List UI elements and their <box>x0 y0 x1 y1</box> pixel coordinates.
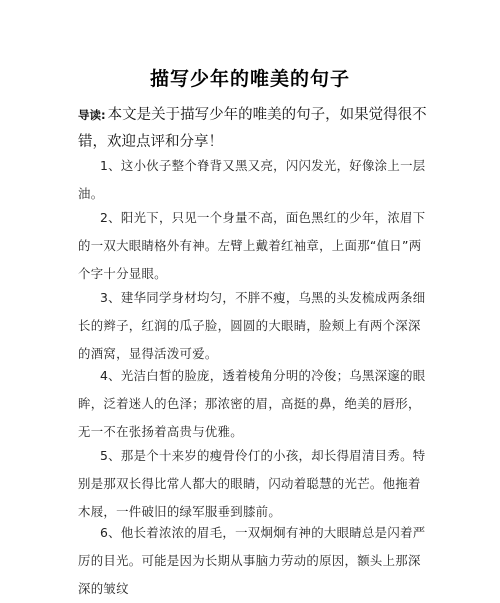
paragraph-text: 6、他长着浓浓的眉毛，一双炯炯有神的大眼睛总是闪着严厉的目光。可能是因为长期从事脑力劳动的原因，额头上那深深的皱纹 <box>78 525 426 596</box>
document-title: 描写少年的唯美的句子 <box>149 68 350 90</box>
paragraph-text: 4、光洁白皙的脸庞，透着棱角分明的冷俊；乌黑深邃的眼眸，泛着迷人的色泽；那浓密的眉，高挺的鼻，绝美的唇形，无一不在张扬着高贵与优雅。 <box>78 368 426 439</box>
paragraph-text: 5、那是个十来岁的瘦骨伶仃的小孩，却长得眉清目秀。特别是那双长得比常人都大的眼睛，闪动着聪慧的光芒。他拖着木屐，一件破旧的绿军服垂到膝前。 <box>78 448 426 519</box>
paragraph-6 <box>78 519 428 603</box>
intro-paragraph <box>78 102 438 156</box>
paragraph-5 <box>78 442 428 526</box>
paragraph-3 <box>78 284 428 368</box>
paragraph-1 <box>78 152 428 208</box>
paragraph-text: 1、这小伙子整个脊背又黑又亮，闪闪发光，好像涂上一层油。 <box>78 158 426 201</box>
paragraph-text: 3、建华同学身材均匀，不胖不瘦，乌黑的头发梳成两条细长的辫子，红润的瓜子脸，圆圆的大眼睛，脸颊上有两个深深的酒窝，显得活泼可爱。 <box>78 290 426 361</box>
intro-text: 本文是关于描写少年的唯美的句子，如果觉得很不错，欢迎点评和分享！ <box>78 107 427 150</box>
paragraph-text: 2、阳光下，只见一个身量不高，面色黑红的少年，浓眉下的一双大眼睛格外有神。左臂上戴着红袖章，上面那“值日”两个字十分显眼。 <box>78 210 426 281</box>
paragraph-4 <box>78 362 428 446</box>
paragraph-2 <box>78 204 428 288</box>
intro-lead-label: 导读: <box>78 108 106 122</box>
